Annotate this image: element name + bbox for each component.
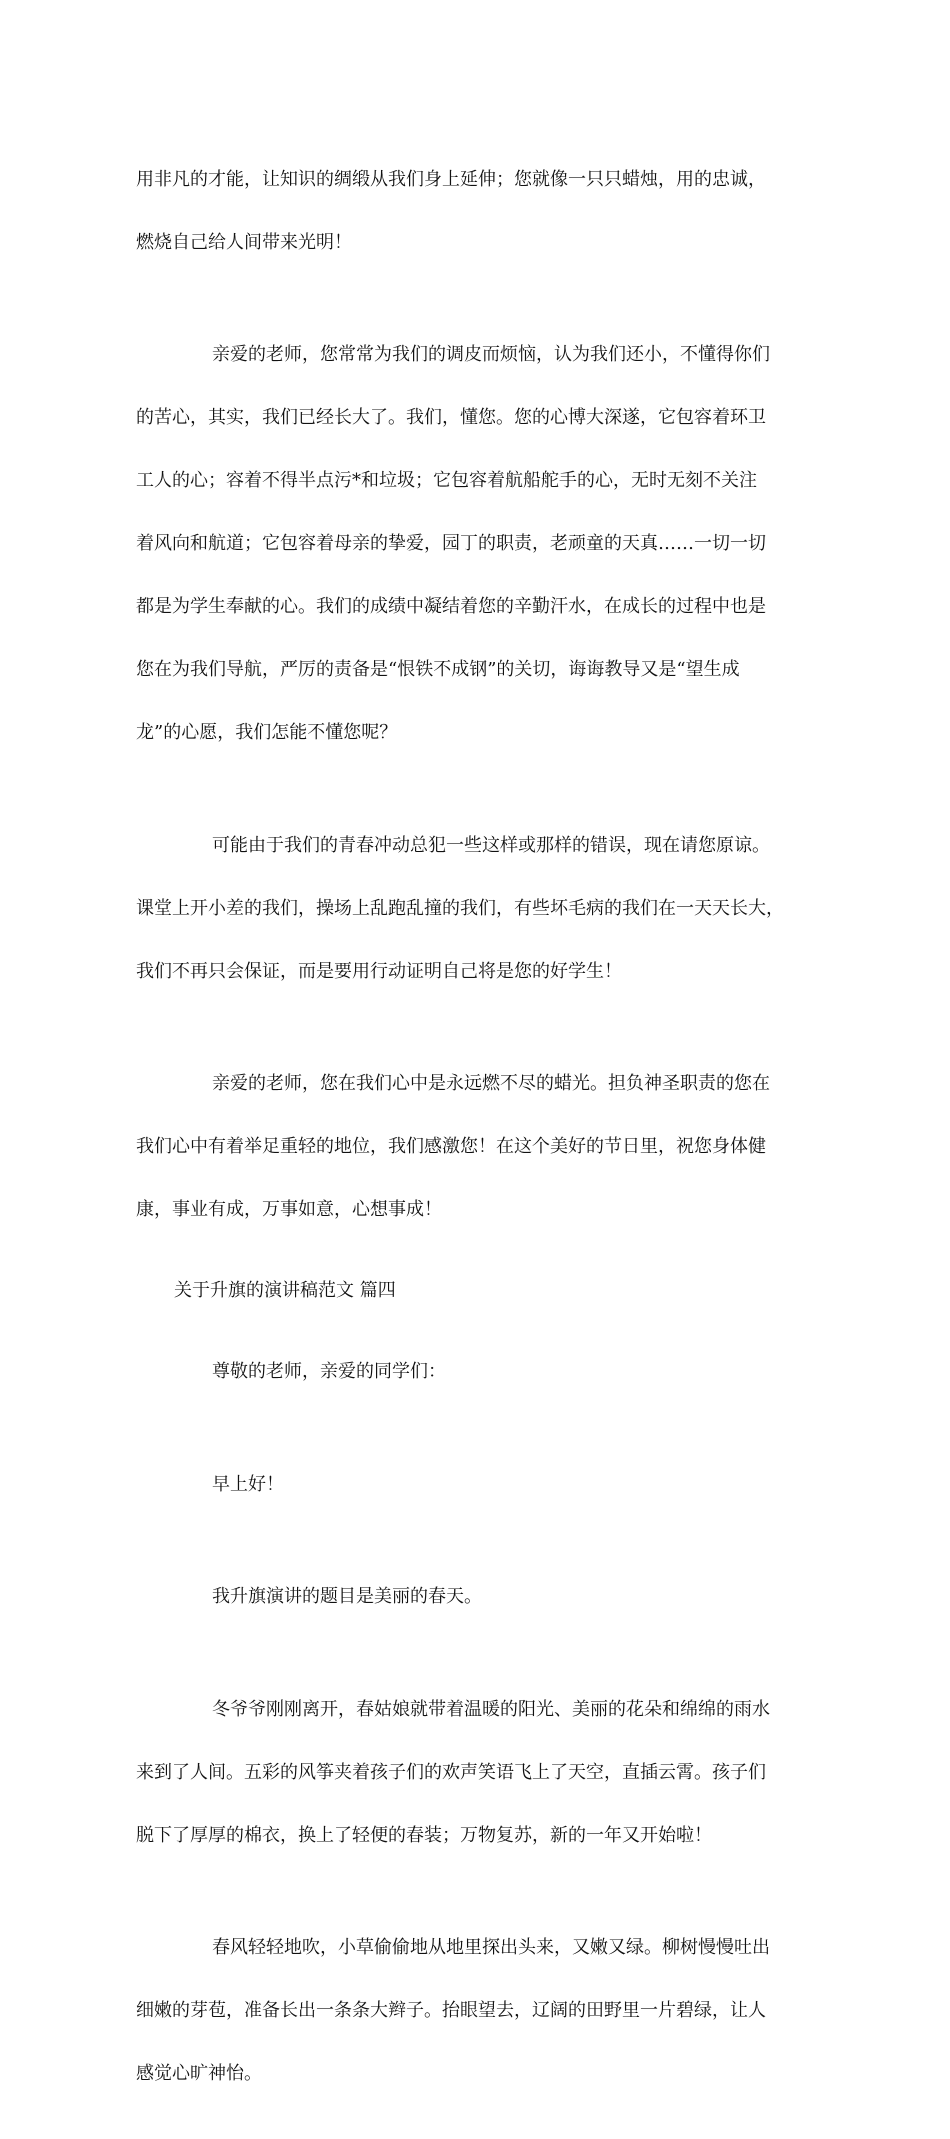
text-line: 用非凡的才能，让知识的绸缎从我们身上延伸；您就像一只只蜡烛，用的忠诚， [136,168,766,190]
text-line: 脱下了厚厚的棉衣，换上了轻便的春装；万物复苏，新的一年又开始啦！ [136,1824,712,1846]
text-line: 着风向和航道；它包容着母亲的挚爱，园丁的职责，老顽童的天真……一切一切 [136,533,766,554]
text-line: 我们不再只会保证，而是要用行动证明自己将是您的好学生！ [136,960,622,982]
paragraph-gratitude [136,1037,826,1258]
text-line: 可能由于我们的青春冲动总犯一些这样或那样的错误，现在请您原谅。 [212,834,770,856]
text-line: 尊敬的老师，亲爱的同学们： [212,1361,446,1382]
paragraph-teacher-heart [136,308,826,781]
greeting [136,1437,826,1532]
text-line: 康，事业有成，万事如意，心想事成！ [136,1199,442,1220]
paragraph-spring-arrival [136,1662,826,1883]
text-line: 我们心中有着举足重轻的地位，我们感激您！在这个美好的节日里，祝您身体健 [136,1136,766,1157]
text-line: 春风轻轻地吹，小草偷偷地从地里探出头来，又嫩又绿。柳树慢慢吐出 [212,1937,770,1958]
text-line: 我升旗演讲的题目是美丽的春天。 [212,1586,482,1607]
text-line: 龙”的心愿，我们怎能不懂您呢？ [136,722,398,743]
paragraph-candle-ending [136,132,826,290]
text-line: 冬爷爷刚刚离开，春姑娘就带着温暖的阳光、美丽的花朵和绵绵的雨水 [212,1698,770,1720]
salutation [136,1325,826,1420]
text-line: 亲爱的老师，您在我们心中是永远燃不尽的蜡光。担负神圣职责的您在 [212,1073,770,1094]
text-line: 您在为我们导航，严厉的责备是“恨铁不成钢”的关切，诲诲教导又是“望生成 [136,659,740,680]
text-line: 燃烧自己给人间带来光明！ [136,231,352,253]
text-line: 的苦心，其实，我们已经长大了。我们，懂您。您的心博大深遂，它包容着环卫 [136,407,766,428]
text-line: 细嫩的芽苞，准备长出一条条大辫子。抬眼望去，辽阔的田野里一片碧绿，让人 [136,2000,766,2021]
section-heading: 关于升旗的演讲稿范文 篇四 [174,1280,396,1301]
document-body [136,132,826,2139]
text-line: 来到了人间。五彩的风筝夹着孩子们的欢声笑语飞上了天空，直插云霄。孩子们 [136,1761,766,1783]
paragraph-spring-breeze [136,1901,826,2122]
text-line: 亲爱的老师，您常常为我们的调皮而烦恼，认为我们还小，不懂得你们 [212,344,770,365]
text-line: 课堂上开小差的我们，操场上乱跑乱撞的我们，有些坏毛病的我们在一天天长大， [136,897,784,919]
paragraph-apology [136,798,826,1019]
text-line: 感觉心旷神怡。 [136,2063,262,2084]
text-line: 都是为学生奉献的心。我们的成绩中凝结着您的辛勤汗水，在成长的过程中也是 [136,596,766,617]
speech-topic [136,1550,826,1645]
text-line: 工人的心；容着不得半点污*和垃圾；它包容着航船舵手的心，无时无刻不关注 [136,470,757,491]
text-line: 早上好！ [212,1473,284,1495]
